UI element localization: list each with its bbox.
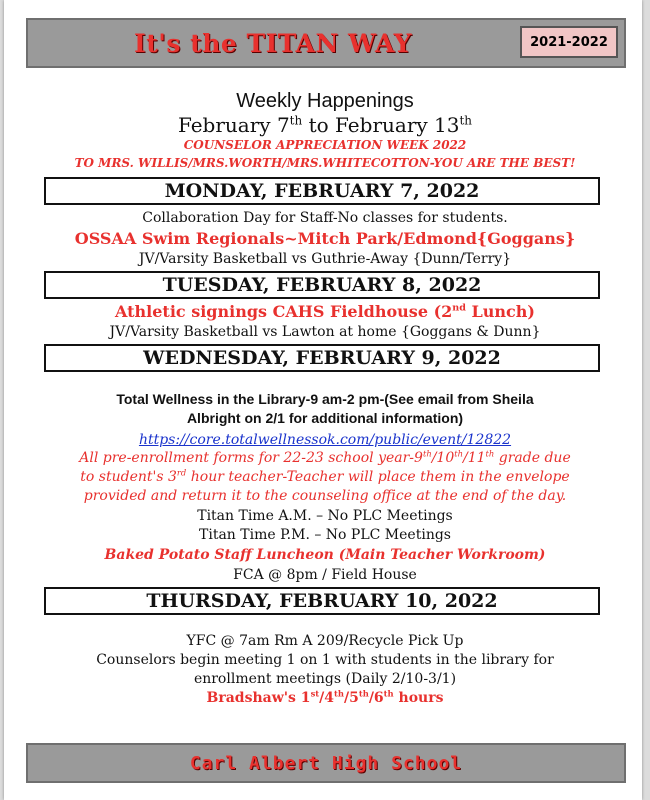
thursday-line-1: YFC @ 7am Rm A 209/Recycle Pick Up [186, 633, 464, 649]
fca-meeting: FCA @ 8pm / Field House [233, 567, 417, 583]
wednesday-heading: WEDNESDAY, FEBRUARY 9, 2022 [44, 344, 600, 372]
preenroll-line-2: to student's 3rd hour teacher-Teacher will place them in the envelope [80, 467, 570, 485]
appreciation-line-2: TO MRS. WILLIS/MRS.WORTH/MRS.WHITECOTTON-YOU ARE THE BEST! [74, 156, 576, 170]
preenroll-line-1: All pre-enrollment forms for 22-23 school year-9th/10th/11th grade due [79, 448, 571, 466]
banner-title: It's the TITAN WAY [134, 28, 412, 58]
preenroll-line-3: provided and return it to the counseling office at the end of the day. [83, 488, 567, 504]
school-year-badge: 2021-2022 [520, 26, 618, 58]
monday-line-1: Collaboration Day for Staff-No classes for students. [142, 210, 508, 226]
titan-time-pm: Titan Time P.M. – No PLC Meetings [199, 527, 451, 543]
weekly-happenings-title: Weekly Happenings [236, 90, 414, 112]
staff-luncheon: Baked Potato Staff Luncheon (Main Teacher Workroom) [104, 547, 546, 563]
monday-heading: MONDAY, FEBRUARY 7, 2022 [44, 177, 600, 205]
footer-banner [26, 743, 626, 783]
tuesday-heading: TUESDAY, FEBRUARY 8, 2022 [44, 271, 600, 299]
school-name: Carl Albert High School [189, 752, 463, 774]
tuesday-line-2: JV/Varsity Basketball vs Lawton at home {Goggans & Dunn} [109, 324, 541, 340]
thursday-line-2: Counselors begin meeting 1 on 1 with students in the library for [96, 652, 554, 668]
appreciation-line-1: COUNSELOR APPRECIATION WEEK 2022 [183, 138, 467, 152]
wellness-line-1: Total Wellness in the Library-9 am-2 pm-(See email from Sheila [116, 391, 534, 407]
thursday-heading: THURSDAY, FEBRUARY 10, 2022 [44, 587, 600, 615]
titan-time-am: Titan Time A.M. – No PLC Meetings [197, 508, 453, 524]
tuesday-line-1: Athletic signings CAHS Fieldhouse (2nd Lunch) [115, 302, 535, 321]
thursday-line-3: enrollment meetings (Daily 2/10-3/1) [193, 671, 457, 687]
title-banner [26, 18, 626, 68]
wellness-link-row [0, 429, 650, 448]
monday-line-3: JV/Varsity Basketball vs Guthrie-Away {Dunn/Terry} [138, 251, 512, 267]
wellness-event-link[interactable]: https://core.totalwellnessok.com/public/event/12822 [138, 432, 512, 448]
wellness-line-2: Albright on 2/1 for additional information) [186, 410, 464, 426]
monday-line-2: OSSAA Swim Regionals~Mitch Park/Edmond{Goggans} [74, 229, 576, 248]
date-range: February 7th to February 13th [177, 113, 473, 137]
bradshaw-hours: Bradshaw's 1st/4th/5th/6th hours [206, 688, 444, 706]
